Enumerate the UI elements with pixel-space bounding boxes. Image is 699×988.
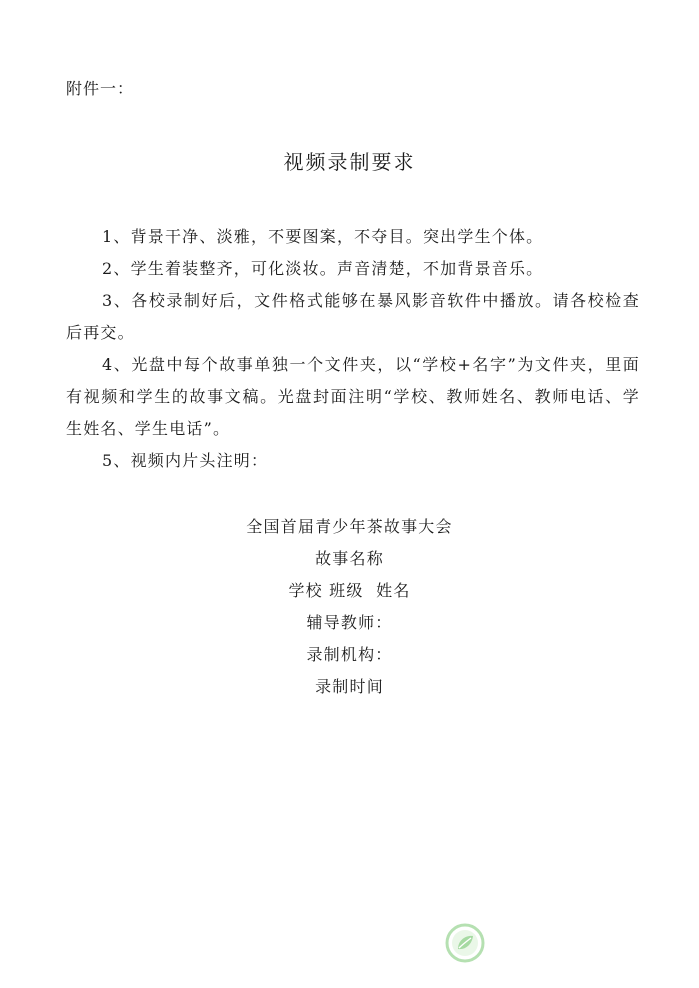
credit-recording-org: 录制机构： — [306, 645, 393, 664]
requirement-item-1: 1、背景干净、淡雅，不要图案，不夺目。突出学生个体。 — [102, 227, 544, 246]
page-title: 视频录制要求 — [283, 150, 416, 174]
tea-leaf-logo-icon — [444, 922, 486, 964]
attachment-label: 附件一： — [66, 79, 135, 98]
opening-credits-template — [0, 511, 699, 703]
credit-event-name: 全国首届青少年茶故事大会 — [246, 517, 453, 536]
requirement-item-5: 5、视频内片头注明： — [102, 451, 269, 470]
requirements-list — [66, 221, 640, 477]
requirement-item-4: 4、光盘中每个故事单独一个文件夹，以“学校+名字”为文件夹，里面有视频和学生的故事文稿。光盘封面注明“学校、教师姓名、教师电话、学生姓名、学生电话”。 — [66, 355, 640, 438]
requirement-item-2: 2、学生着装整齐，可化淡妆。声音清楚，不加背景音乐。 — [102, 259, 544, 278]
credit-story-name: 故事名称 — [315, 549, 384, 568]
credit-teacher: 辅导教师： — [306, 613, 393, 632]
requirement-item-3: 3、各校录制好后，文件格式能够在暴风影音软件中播放。请各校检查后再交。 — [66, 291, 640, 342]
credit-school-class-name: 学校 班级 姓名 — [288, 581, 411, 600]
credit-recording-time: 录制时间 — [315, 677, 384, 696]
